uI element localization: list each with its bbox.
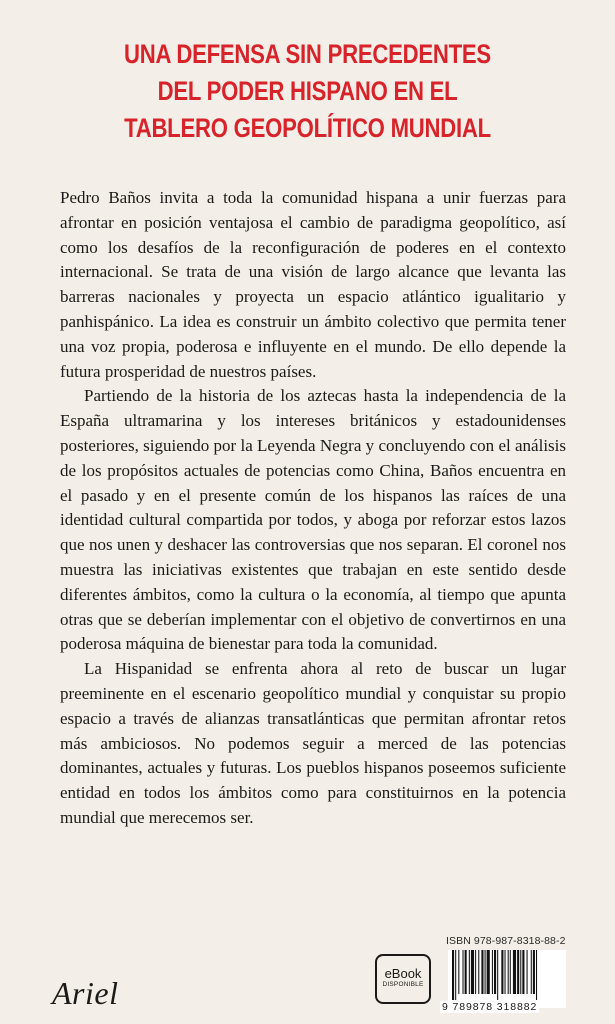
barcode-bar <box>531 950 532 994</box>
ebook-badge-title: eBook <box>384 966 422 981</box>
barcode-bar <box>520 950 521 994</box>
headline <box>55 36 559 147</box>
ebook-badge <box>375 954 431 1004</box>
barcode-bar <box>465 950 467 994</box>
barcode-bar <box>458 950 459 994</box>
ebook-badge-subtitle: DISPONIBLE <box>382 981 424 988</box>
barcode-bar <box>485 950 486 994</box>
synopsis <box>60 186 566 831</box>
barcode-bar <box>522 950 524 994</box>
barcode-bar <box>455 950 456 1000</box>
barcode-bar <box>505 950 506 994</box>
barcode-bar <box>527 950 528 994</box>
headline-line-1: UNA DEFENSA SIN PRECEDENTES <box>124 39 491 69</box>
barcode-bar <box>492 950 493 994</box>
publisher-logo: Ariel <box>52 975 119 1011</box>
headline-line-3: TABLERO GEOPOLÍTICO MUNDIAL <box>124 113 491 143</box>
barcode-bar <box>510 950 511 994</box>
barcode-bar <box>508 950 509 994</box>
barcode-number: 9 789878 318882 <box>442 1001 538 1013</box>
barcode-bar <box>487 950 490 994</box>
barcode-bar <box>475 950 476 994</box>
barcode-bar <box>501 950 503 994</box>
barcode-bar <box>478 950 479 994</box>
barcode-bar <box>494 950 496 994</box>
barcode-bar <box>513 950 516 994</box>
headline-line-2: DEL PODER HISPANO EN EL <box>157 76 458 106</box>
barcode-bar <box>536 950 537 1000</box>
isbn-label: ISBN 978-987-8318-88-2 <box>446 935 566 947</box>
paragraph-3: La Hispanidad se enfrenta ahora al reto de buscar un lugar preeminente en el escenario geopolítico mundial y conquistar su propio espacio a través de alianzas transatlánticas que permitan afrontar retos más ambiciosos. No podemos seguir a merced de las potencias dominantes, actuales y futuras. Los pueblos hispanos poseemos suficiente entidad en todos los ámbitos como para constituirnos en la potencia mundial que merecemos ser. <box>60 659 566 827</box>
barcode-bar <box>481 950 483 994</box>
barcode-bar <box>533 950 535 994</box>
barcode-bar <box>471 950 474 994</box>
barcode-bar <box>452 950 454 1000</box>
barcode-icon <box>448 950 566 1008</box>
barcode-bar <box>469 950 470 994</box>
barcode-bar <box>463 950 464 994</box>
paragraph-2: Partiendo de la historia de los aztecas hasta la independencia de la España ultramarina y los intereses británicos y estadounidenses posteriores, siguiendo por la Leyenda Negra y concluyendo con el análisis de los propósitos actuales de potencias como China, Baños encuentra en el pasado y en el presente común de los hispanos las raíces de una identidad cultural compartida por todos, y aboga por reforzar estos lazos que nos unen y deshacer las controversias que nos separan. El coronel nos muestra las iniciativas existentes que trabajan en este sentido desde diferentes ámbitos, como la cultura o la economía, al tiempo que apunta otras que se deberían implementar con el objetivo de convertirnos en una poderosa máquina de bienestar para toda la comunidad. <box>60 386 566 654</box>
barcode-bar <box>517 950 519 994</box>
barcode-bar <box>497 950 498 1000</box>
paragraph-1: Pedro Baños invita a toda la comunidad hispana a unir fuerzas para afrontar en posición ventajosa el cambio de paradigma geopolítico, así como los desafíos de la reconfiguración de poderes en el contexto internacional. Se trata de una visión de largo alcance que levanta las barreras nacionales y proyecta un espacio atlántico igualitario y panhispánico. La idea es construir un ámbito colectivo que permita tener una voz propia, poderosa e influyente en el mundo. De ello depende la futura prosperidad de nuestros países. <box>60 188 566 381</box>
